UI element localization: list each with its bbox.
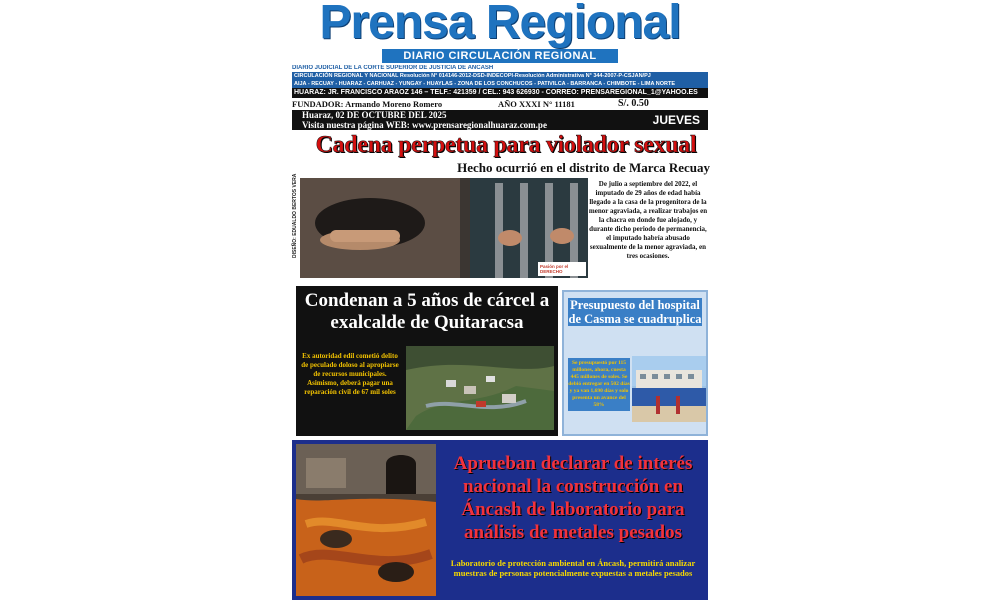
story3-photo	[632, 356, 706, 422]
hospital-construction-photo	[632, 356, 706, 422]
lead-deck: Hecho ocurrió en el distrito de Marca Recuay	[457, 160, 710, 175]
design-credit: DISEÑO: EDUALDO BERTOS VERA	[292, 173, 298, 258]
circulation-line: CIRCULACIÓN REGIONAL Y NACIONAL Resolución N° 014146-2012-DSD-INDECOPI-Resolución Administrativa N° 344-2007-P-CSJAN/PJ	[292, 72, 708, 80]
story4-headline: Aprueban declarar de interés nacional la construcción en Áncash de laboratorio para análisis de metales pesados	[453, 453, 693, 543]
cities-line: AIJA - RECUAY - HUARAZ - CARHUAZ - YUNGAY - HUAYLAS - ZONA DE LOS CONCHUCOS - PATIVILCA - BARRANCA - CHIMBOTE - LIMA NORTE	[292, 80, 708, 88]
founder-text: FUNDADOR: Armando Moreno Romero	[292, 99, 443, 109]
story-box-hospital	[562, 290, 708, 436]
story2-photo	[406, 346, 554, 430]
story3-headline: Presupuesto del hospital de Casma se cuadruplica	[568, 298, 702, 326]
story4-body: Laboratorio de protección ambiental en Áncash, permitirá analizar muestras de personas potencialmente expuestas a metales pesados	[450, 558, 696, 578]
lead-body: De julio a septiembre del 2022, el imputado de 29 años de edad había llegado a la casa de la progenitora de la menor agraviada, a realizar trabajos en la chacra en donde fue alojado, y durante dicho periodo de permanencia, el imputado habría abusado sexualmente de la menor agraviada, en tres ocasiones.	[588, 180, 708, 260]
issue-date: Huaraz, 02 DE OCTUBRE DEL 2025	[302, 110, 447, 120]
story2-body: Ex autoridad edil cometió delito de peculado doloso al apropiarse de recursos municipales. Asimismo, deberá pagar una reparación civil de 67 mil soles	[301, 352, 399, 396]
address-line: HUARAZ: JR. FRANCISCO ARAOZ 146 – TELF.: 421359 / CEL.: 943 626930 - CORREO: PRENSAREGIONAL_1@YAHOO.ES	[292, 88, 708, 98]
price-text: S/. 0.50	[618, 98, 649, 109]
issue-number: AÑO XXXI N° 11181	[498, 99, 575, 109]
newspaper-front-page	[288, 0, 712, 600]
prison-bars-photo	[300, 178, 588, 278]
mine-tunnel-photo	[296, 444, 436, 596]
story-box-laboratorio	[292, 440, 708, 600]
story2-headline: Condenan a 5 años de cárcel a exalcalde de Quitaracsa	[304, 290, 550, 333]
masthead-subtitle: DIARIO CIRCULACIÓN REGIONAL	[382, 49, 618, 63]
masthead-title: Prensa Regional	[319, 0, 681, 49]
village-aerial-photo	[406, 346, 554, 430]
lead-headline: Cadena perpetua para violador sexual	[315, 132, 697, 158]
story3-body: Se presupuestó por 115 millones, ahora, cuesta 445 millones de soles. Se debió entregar en 502 días y ya van 1,690 días y solo presenta un avance del 58%	[568, 358, 630, 411]
judicial-line: DIARIO JUDICIAL DE LA CORTE SUPERIOR DE JUSTICIA DE ANCASH	[292, 65, 494, 71]
story4-photo	[296, 444, 436, 596]
website-text: Visita nuestra página WEB: www.prensaregionalhuaraz.com.pe	[302, 120, 547, 130]
story-box-exalcalde	[296, 286, 558, 436]
date-box	[292, 110, 708, 130]
weekday-label: JUEVES	[652, 113, 700, 127]
photo-credit: Pasión por el DERECHO	[540, 264, 569, 274]
lead-photo	[300, 178, 588, 278]
